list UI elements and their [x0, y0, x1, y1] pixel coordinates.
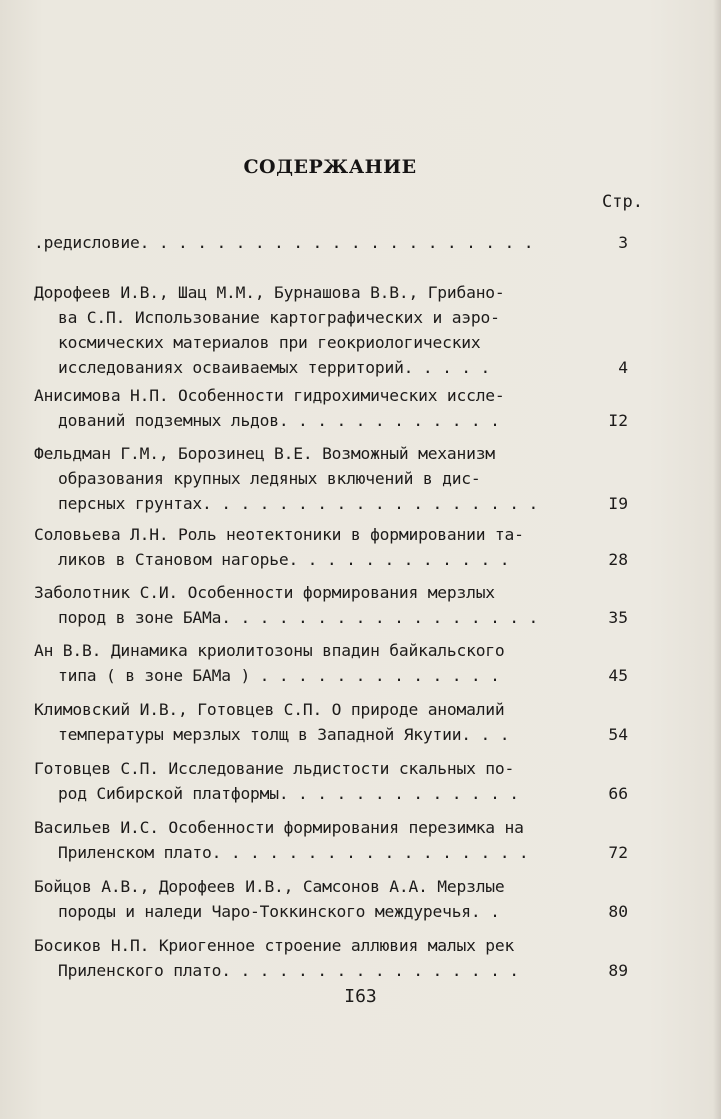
toc-entry-line: Васильев И.С. Особенности формирования перезимка на [34, 818, 524, 837]
toc-entry [34, 874, 634, 924]
toc-entry [34, 230, 634, 255]
toc-entry-line: образования крупных ледяных включений в дис- [58, 469, 481, 488]
toc-entry [34, 441, 634, 516]
toc-entry-line: Климовский И.В., Готовцев С.П. О природе аномалий [34, 700, 505, 719]
toc-page-number: 89 [608, 961, 628, 980]
toc-entry-line: Босиков Н.П. Криогенное строение аллювия малых рек [34, 936, 515, 955]
toc-page-number: 80 [608, 902, 628, 921]
toc-page-number: I9 [608, 494, 628, 513]
page-number: I63 [344, 986, 377, 1007]
toc-entry-line: Бойцов А.В., Дорофеев И.В., Самсонов А.А. Мерзлые [34, 877, 505, 896]
toc-entry-line: Соловьева Л.Н. Роль неотектоники в формировании та- [34, 525, 524, 544]
page-column-header: Стр. [602, 192, 643, 212]
toc-entry [34, 280, 634, 380]
toc-entry-line: космических материалов при геокриологических [58, 333, 481, 352]
toc-entry [34, 638, 634, 688]
toc-entry [34, 697, 634, 747]
toc-page-number: I2 [608, 411, 628, 430]
toc-entry-line: род Сибирской платформы. . . . . . . . . . . . . [58, 784, 519, 803]
toc-entry [34, 815, 634, 865]
toc-entry-line: Фельдман Г.М., Борозинец В.Е. Возможный механизм [34, 444, 495, 463]
toc-page-number: 35 [608, 608, 628, 627]
toc-entry [34, 383, 634, 433]
toc-entry [34, 933, 634, 983]
toc-entry-line: .редисловие. . . . . . . . . . . . . . . . . . . . . [34, 233, 534, 252]
toc-entry-line: температуры мерзлых толщ в Западной Якутии. . . [58, 725, 510, 744]
page-title: СОДЕРЖАНИЕ [243, 156, 417, 178]
toc-entry-line: дований подземных льдов. . . . . . . . . . . . [58, 411, 500, 430]
toc-entry-line: типа ( в зоне БАМа ) . . . . . . . . . . . . . [58, 666, 500, 685]
toc-page-number: 72 [608, 843, 628, 862]
toc-entry-line: Заболотник С.И. Особенности формирования мерзлых [34, 583, 495, 602]
toc-entry-line: Приленском плато. . . . . . . . . . . . . . . . . [58, 843, 529, 862]
toc-entry-line: ва С.П. Использование картографических и аэро- [58, 308, 500, 327]
toc-page-number: 54 [608, 725, 628, 744]
toc-entry-line: Анисимова Н.П. Особенности гидрохимических иссле- [34, 386, 505, 405]
toc-entry-line: персных грунтах. . . . . . . . . . . . . . . . . . [58, 494, 539, 513]
toc-entry-line: Приленского плато. . . . . . . . . . . . . . . . [58, 961, 519, 980]
toc-entry-line: породы и наледи Чаро-Токкинского междуречья. . [58, 902, 500, 921]
toc-entry-line: ликов в Становом нагорье. . . . . . . . . . . . [58, 550, 510, 569]
toc-entry-line: исследованиях осваиваемых территорий. . . . . [58, 358, 491, 377]
toc-entry-line: Готовцев С.П. Исследование льдистости скальных по- [34, 759, 515, 778]
toc-page-number: 3 [618, 233, 628, 252]
toc-page-number: 66 [608, 784, 628, 803]
toc-entry [34, 756, 634, 806]
toc-entry-line: Ан В.В. Динамика криолитозоны впадин байкальского [34, 641, 505, 660]
toc-entry [34, 580, 634, 630]
toc-entry [34, 522, 634, 572]
page-edge-shadow [713, 0, 721, 1119]
toc-entry-line: пород в зоне БАМа. . . . . . . . . . . . . . . . . [58, 608, 539, 627]
toc-entry-line: Дорофеев И.В., Шац М.М., Бурнашова В.В., Грибано- [34, 283, 505, 302]
toc-page-number: 45 [608, 666, 628, 685]
toc-page-number: 28 [608, 550, 628, 569]
toc-page-number: 4 [618, 358, 628, 377]
